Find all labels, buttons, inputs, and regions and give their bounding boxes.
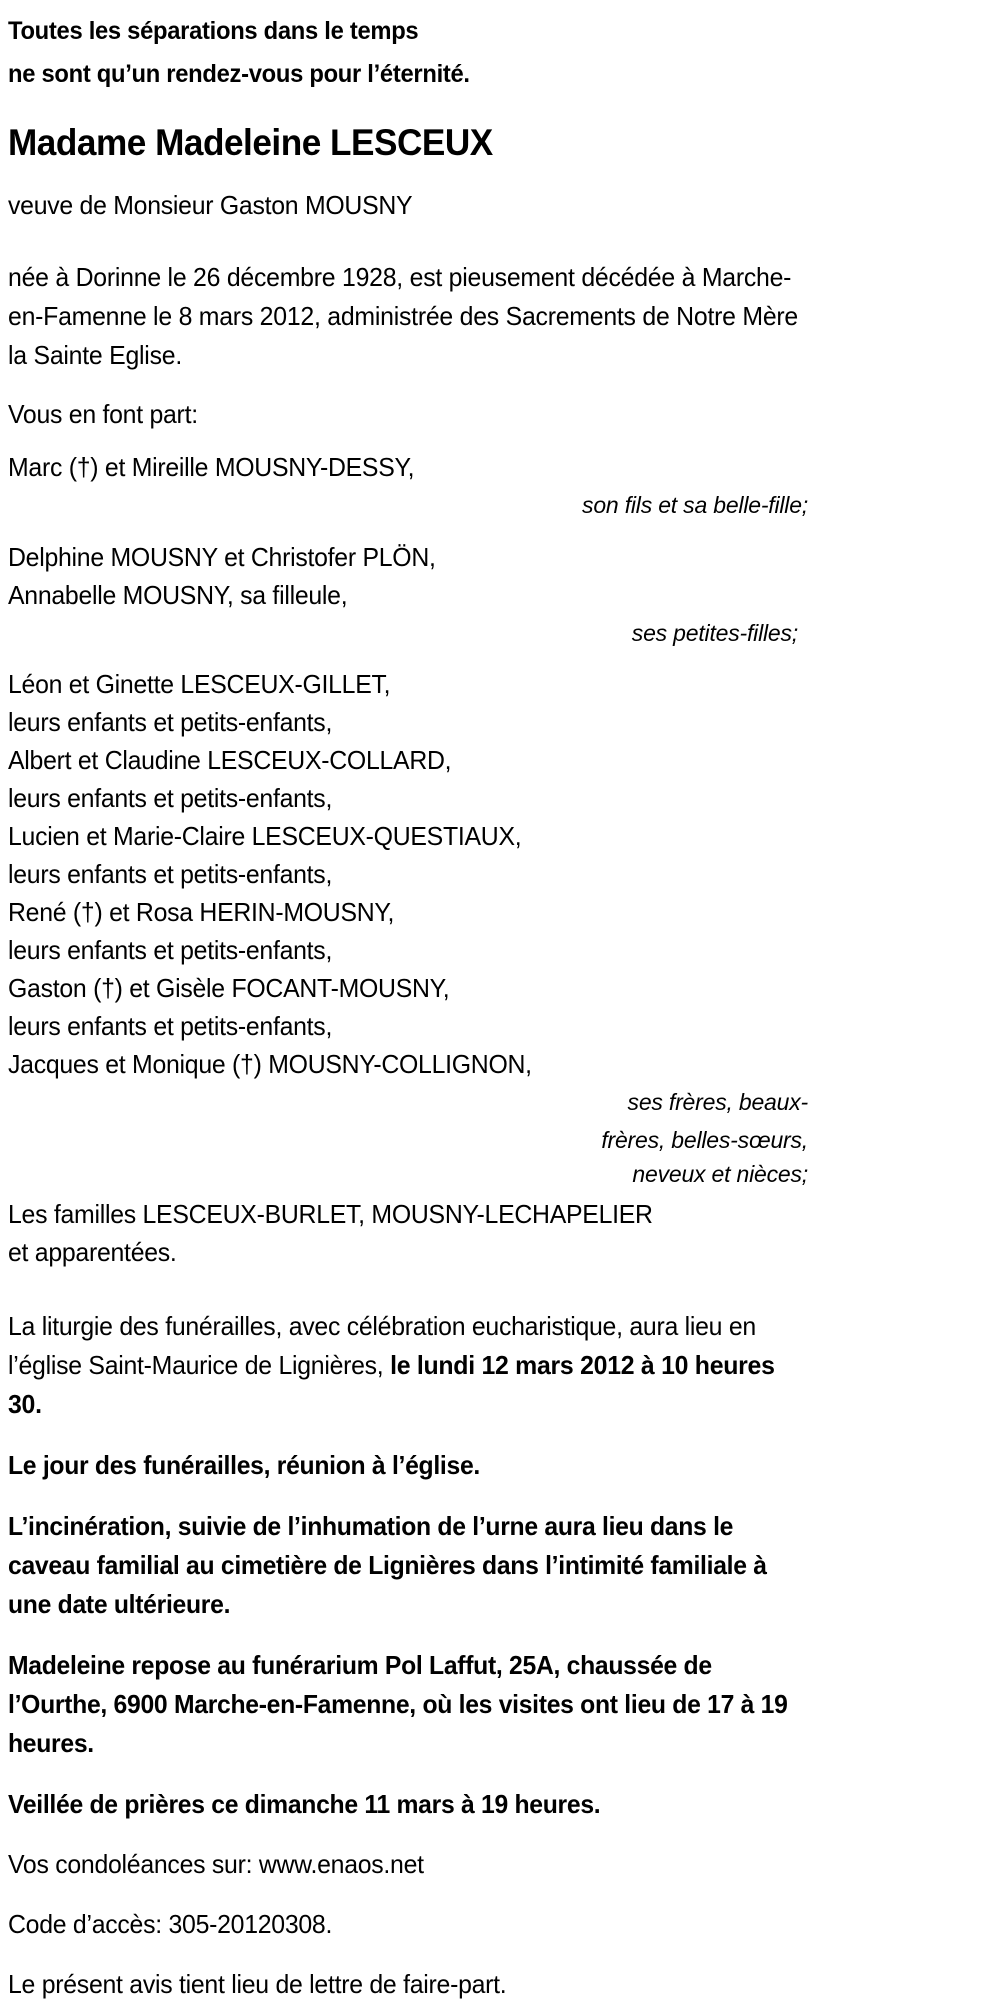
funeral-liturgy-intro: La liturgie des funérailles, avec célébration eucharistique, aura lieu en l’église Saint-Maurice de Lignières, xyxy=(8,1311,756,1380)
family-group-granddaughters xyxy=(8,538,992,652)
funeral-liturgy-paragraph xyxy=(8,1307,791,1424)
birth-death-paragraph: née à Dorinne le 26 décembre 1928, est pieusement décédée à Marche-en-Famenne le 8 mars 2012, administrée des Sacrements de Notre Mère la Sainte Eglise. xyxy=(8,262,798,370)
condolences-website: Vos condoléances sur: www.enaos.net xyxy=(8,1849,424,1879)
family-line: Gaston (†) et Gisèle FOCANT-MOUSNY, xyxy=(8,973,450,1003)
family-line: René (†) et Rosa HERIN-MOUSNY, xyxy=(8,897,395,927)
family-line: Jacques et Monique (†) MOUSNY-COLLIGNON, xyxy=(8,1049,532,1079)
relation-label-granddaughters: ses petites-filles; xyxy=(631,620,798,646)
relation-label-siblings: ses frères, beaux-frères, belles-sœurs, xyxy=(601,1089,808,1153)
family-line: Léon et Ginette LESCEUX-GILLET, xyxy=(8,669,391,699)
family-line: Marc (†) et Mireille MOUSNY-DESSY, xyxy=(8,452,415,482)
epitaph-line-2: ne sont qu’un rendez-vous pour l’éternité. xyxy=(8,60,470,88)
related-families-line-2: et apparentées. xyxy=(8,1237,177,1267)
funeral-cremation: L’incinération, suivie de l’inhumation de l’urne aura lieu dans le caveau familial au cimetière de Lignières dans l’intimité familiale à une date ultérieure. xyxy=(8,1511,767,1619)
epitaph-line-1: Toutes les séparations dans le temps xyxy=(8,17,419,45)
funeral-visitation: Madeleine repose au funérarium Pol Laffut, 25A, chaussée de l’Ourthe, 6900 Marche-en-Famenne, où les visites ont lieu de 17 à 19 heures. xyxy=(8,1650,788,1758)
family-line: Lucien et Marie-Claire LESCEUX-QUESTIAUX, xyxy=(8,821,522,851)
family-line: leurs enfants et petits-enfants, xyxy=(8,783,333,813)
related-families-block xyxy=(8,1195,948,1271)
related-families-line-1: Les familles LESCEUX-BURLET, MOUSNY-LECHAPELIER xyxy=(8,1199,653,1229)
deceased-name: Madame Madeleine LESCEUX xyxy=(8,122,493,163)
family-line: Delphine MOUSNY et Christofer PLÖN, xyxy=(8,542,436,572)
epitaph-block xyxy=(8,10,992,96)
funeral-liturgy-datetime: le lundi 12 mars 2012 à 10 heures 30. xyxy=(8,1350,775,1419)
family-line: Albert et Claudine LESCEUX-COLLARD, xyxy=(8,745,452,775)
spouse-line: veuve de Monsieur Gaston MOUSNY xyxy=(8,190,413,220)
closing-note: Le présent avis tient lieu de lettre de faire-part. xyxy=(8,1969,507,1999)
funeral-vigil: Veillée de prières ce dimanche 11 mars à 19 heures. xyxy=(8,1789,601,1819)
relation-label-son: son fils et sa belle-fille; xyxy=(582,492,808,518)
family-line: leurs enfants et petits-enfants, xyxy=(8,935,333,965)
relation-label-nephews-nieces: neveux et nièces; xyxy=(632,1161,808,1187)
funeral-gathering: Le jour des funérailles, réunion à l’église. xyxy=(8,1450,481,1480)
family-line: leurs enfants et petits-enfants, xyxy=(8,859,333,889)
condolences-access-code: Code d’accès: 305-20120308. xyxy=(8,1909,333,1939)
family-group-siblings xyxy=(8,665,992,1189)
announcement-intro: Vous en font part: xyxy=(8,399,198,429)
family-line: Annabelle MOUSNY, sa filleule, xyxy=(8,580,348,610)
family-line: leurs enfants et petits-enfants, xyxy=(8,1011,333,1041)
family-line: leurs enfants et petits-enfants, xyxy=(8,707,333,737)
family-group-son xyxy=(8,448,992,524)
